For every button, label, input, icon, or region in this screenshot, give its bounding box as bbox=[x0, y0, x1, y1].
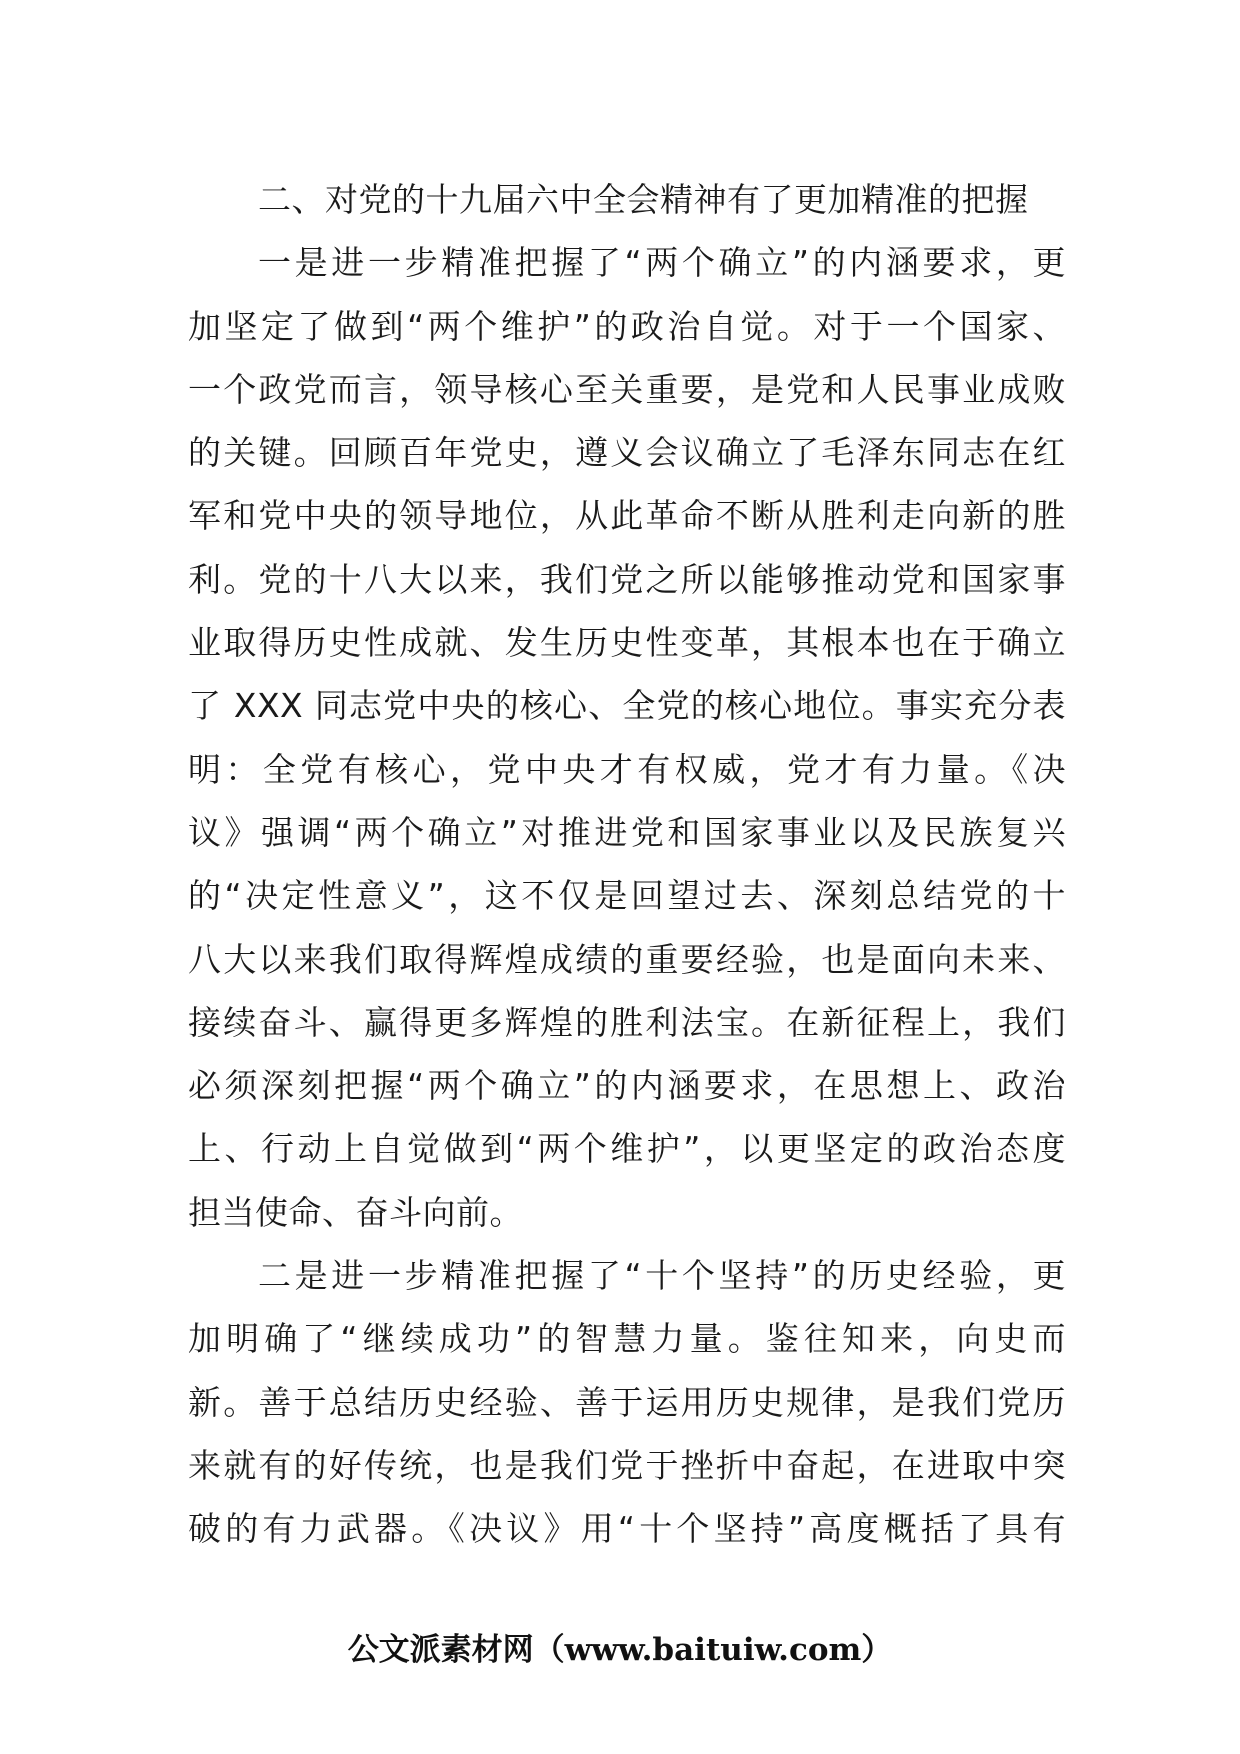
paragraph-line: 了 XXX 同志党中央的核心、全党的核心地位。事实充分表 bbox=[188, 686, 1066, 726]
paragraph-line: 议》强调“两个确立”对推进党和国家事业以及民族复兴 bbox=[188, 812, 1066, 852]
paragraph-line: 八大以来我们取得辉煌成绩的重要经验，也是面向未来、 bbox=[188, 939, 1066, 979]
paragraph-line: 新。善于总结历史经验、善于运用历史规律，是我们党历 bbox=[188, 1382, 1066, 1422]
paragraph-line: 加明确了“继续成功”的智慧力量。鉴往知来，向史而 bbox=[188, 1319, 1066, 1359]
paragraph-line: 明：全党有核心，党中央才有权威，党才有力量。《决 bbox=[188, 749, 1066, 789]
paragraph-line: 来就有的好传统，也是我们党于挫折中奋起，在进取中突 bbox=[188, 1445, 1066, 1485]
paragraph-line: 一个政党而言，领导核心至关重要，是党和人民事业成败 bbox=[188, 369, 1066, 409]
paragraph-line: 加坚定了做到“两个维护”的政治自觉。对于一个国家、 bbox=[188, 306, 1066, 346]
paragraph-line: 一是进一步精准把握了“两个确立”的内涵要求，更 bbox=[258, 243, 1066, 283]
paragraph-line: 必须深刻把握“两个确立”的内涵要求，在思想上、政治 bbox=[188, 1066, 1066, 1106]
paragraph-line: 利。党的十八大以来，我们党之所以能够推动党和国家事 bbox=[188, 559, 1066, 599]
footer-watermark: 公文派素材网（www.baituiw.com） bbox=[347, 1632, 893, 1668]
paragraph-line: 接续奋斗、赢得更多辉煌的胜利法宝。在新征程上，我们 bbox=[188, 1002, 1066, 1042]
paragraph-line: 破的有力武器。《决议》用“十个坚持”高度概括了具有 bbox=[188, 1509, 1066, 1549]
paragraph-line: 的关键。回顾百年党史，遵义会议确立了毛泽东同志在红 bbox=[188, 433, 1066, 473]
paragraph-line: 的“决定性意义”，这不仅是回望过去、深刻总结党的十 bbox=[188, 876, 1066, 916]
document-body bbox=[188, 168, 1066, 1561]
paragraph-line: 上、行动上自觉做到“两个维护”，以更坚定的政治态度 bbox=[188, 1129, 1066, 1169]
paragraph-line: 担当使命、奋斗向前。 bbox=[188, 1192, 523, 1232]
section-heading: 二、对党的十九届六中全会精神有了更加精准的把握 bbox=[258, 180, 1029, 219]
paragraph-line: 业取得历史性成就、发生历史性变革，其根本也在于确立 bbox=[188, 623, 1066, 663]
paragraph-line: 二是进一步精准把握了“十个坚持”的历史经验，更 bbox=[258, 1256, 1066, 1296]
paragraph-line: 军和党中央的领导地位，从此革命不断从胜利走向新的胜 bbox=[188, 496, 1066, 536]
